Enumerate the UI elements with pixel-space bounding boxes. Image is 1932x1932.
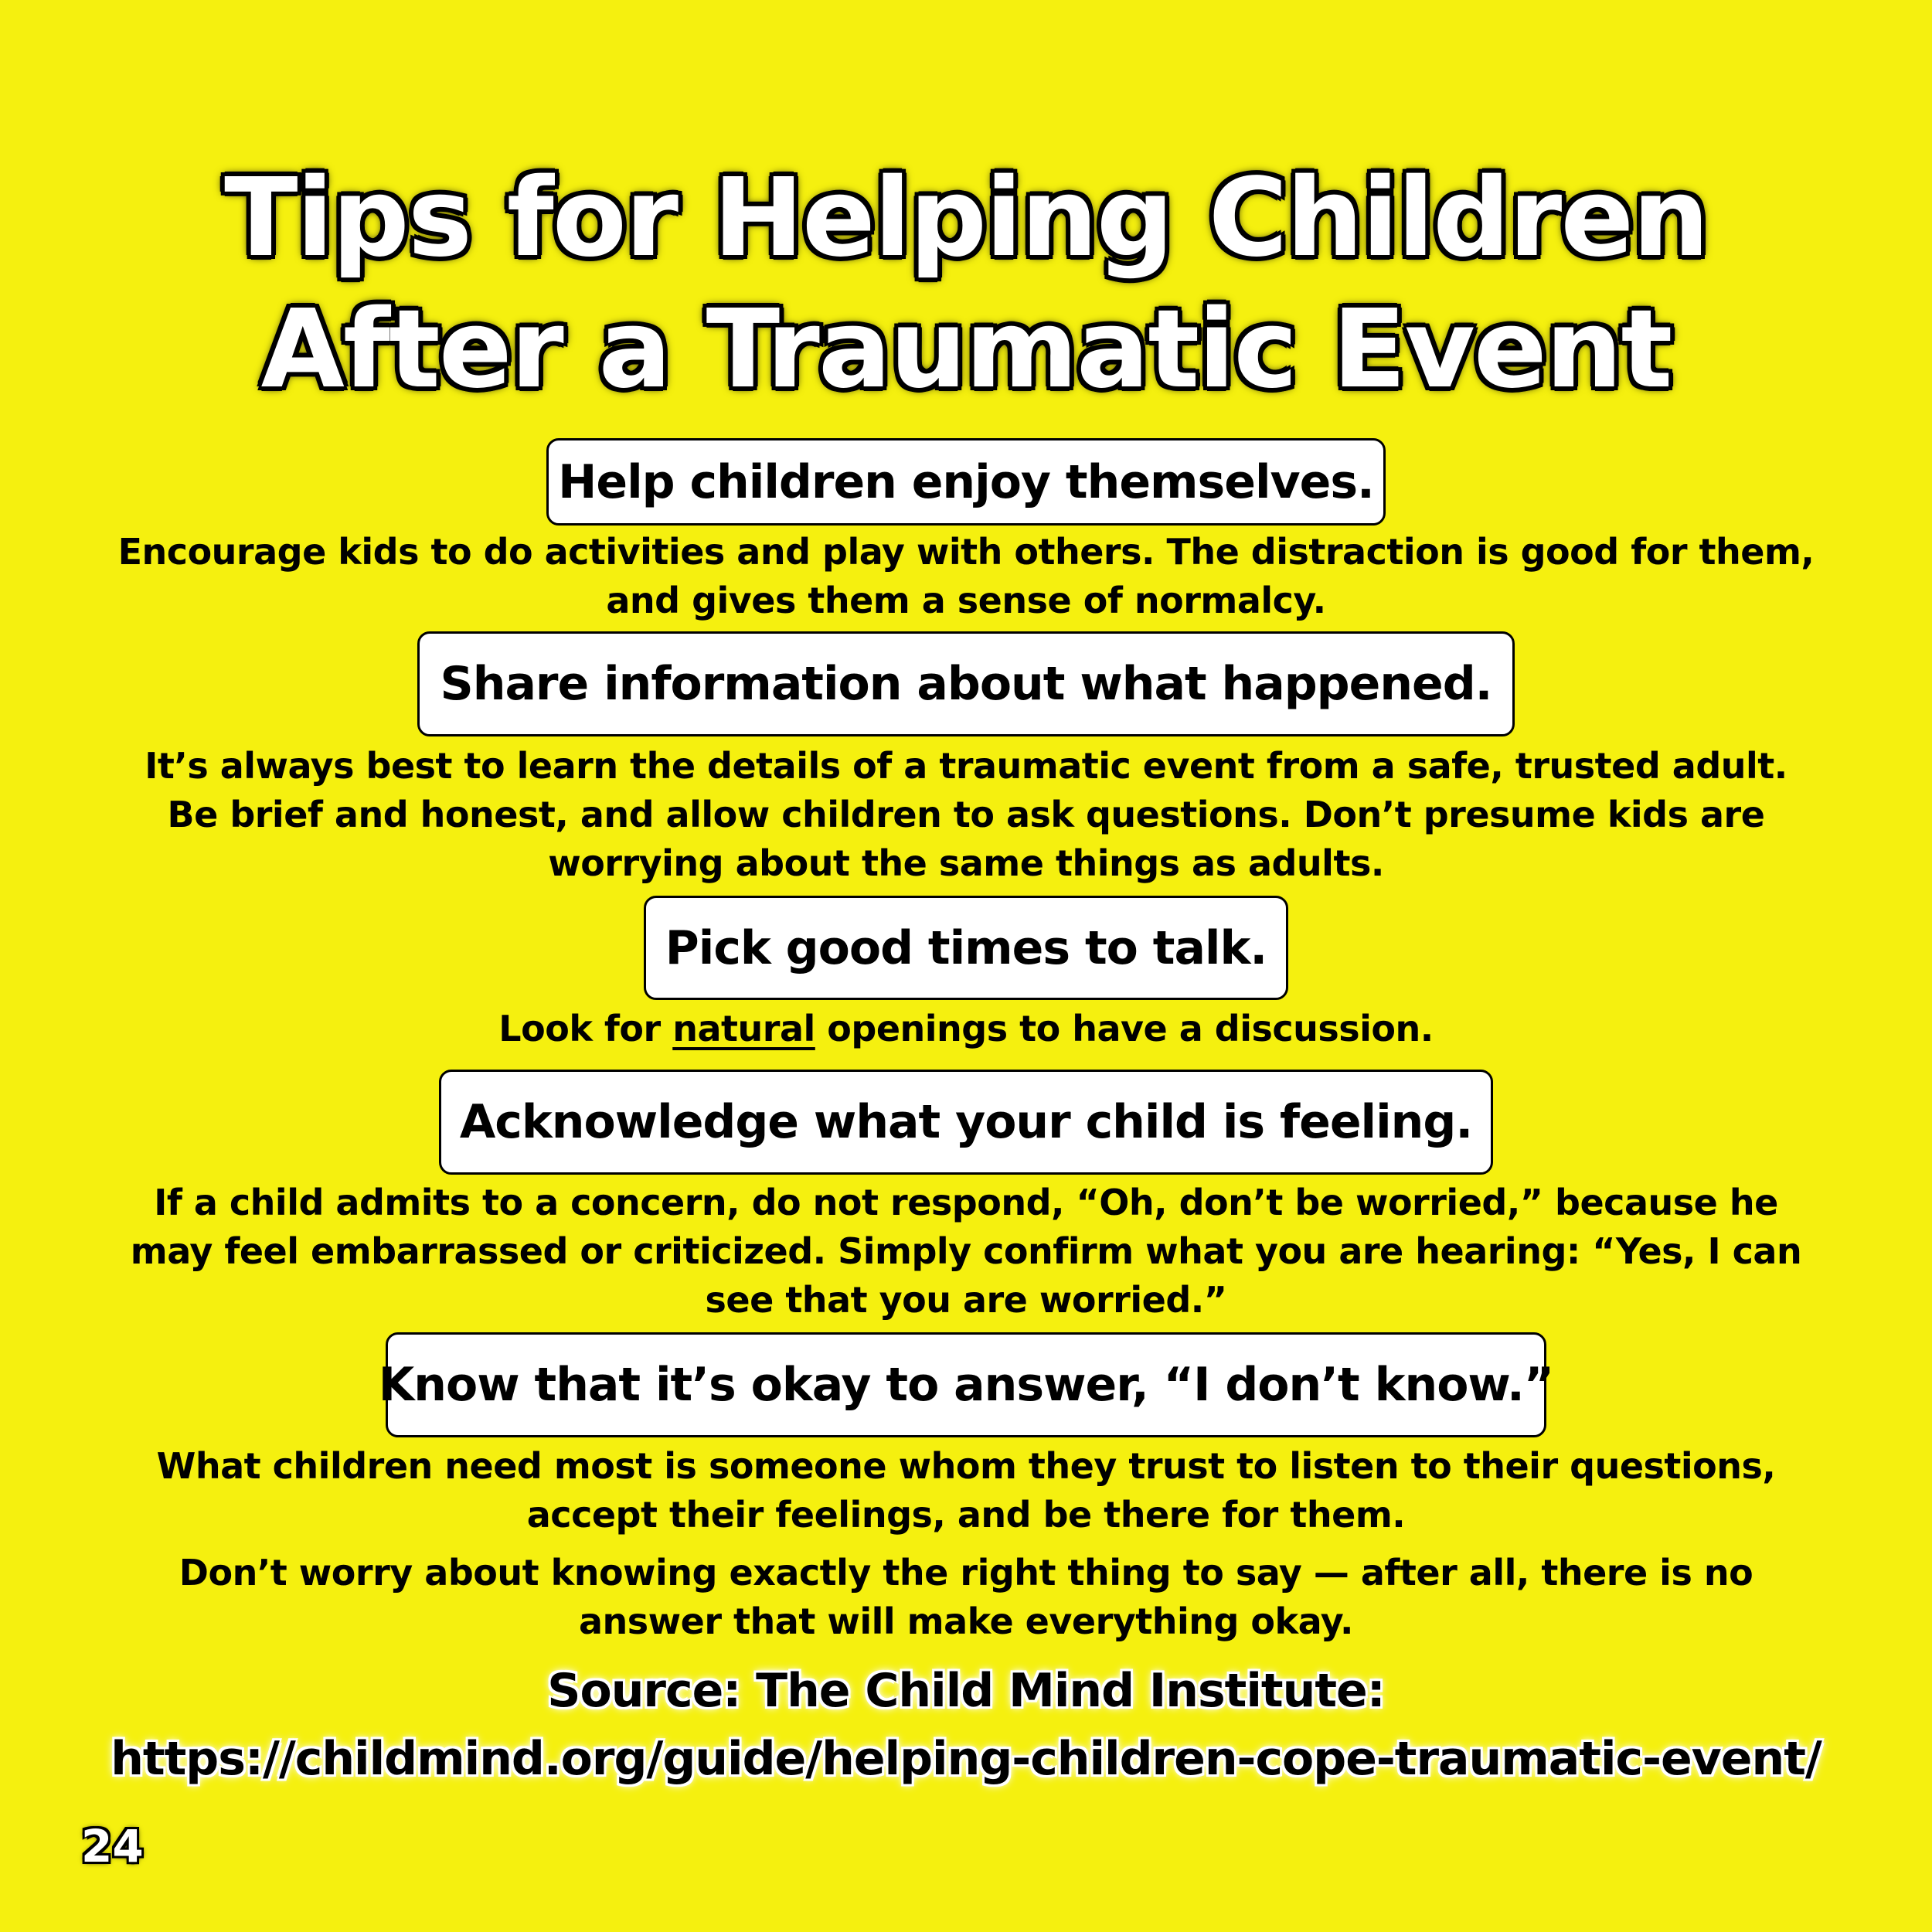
tip-body-good-times-after: openings to have a discussion.	[815, 1008, 1434, 1049]
tip-body-i-dont-know-extra: Don’t worry about knowing exactly the right thing to say — after all, there is no answer that will make everything okay.	[179, 1552, 1753, 1642]
tip-heading-share-information: Share information about what happened.	[417, 631, 1515, 736]
tip-body-enjoy: Encourage kids to do activities and play with others. The distraction is good for them, and gives them a sense of normalcy.	[117, 531, 1815, 621]
tip-heading-good-times: Pick good times to talk.	[644, 896, 1288, 1000]
source-url: https://childmind.org/guide/helping-children-cope-traumatic-event/	[111, 1732, 1821, 1786]
page-number: 24	[81, 1820, 144, 1872]
tip-body-i-dont-know: What children need most is someone whom they trust to listen to their questions, accept their feelings, and be there for them.	[156, 1445, 1776, 1536]
tip-body-good-times	[116, 1005, 1816, 1053]
page-title-line-1: Tips for Helping Children	[224, 155, 1708, 281]
tip-heading-enjoy: Help children enjoy themselves.	[546, 438, 1386, 526]
source-label: Source: The Child Mind Institute:	[547, 1664, 1385, 1718]
tip-heading-i-dont-know: Know that it’s okay to answer, “I don’t know.”	[386, 1332, 1546, 1437]
page-title-line-2: After a Traumatic Event	[260, 287, 1672, 413]
tip-body-acknowledge: If a child admits to a concern, do not respond, “Oh, don’t be worried,” because he may feel embarrassed or criticized. Simply confirm what you are hearing: “Yes, I can see that you are worried.”	[130, 1182, 1802, 1321]
tip-heading-acknowledge: Acknowledge what your child is feeling.	[439, 1070, 1493, 1175]
tip-body-share-information: It’s always best to learn the details of a traumatic event from a safe, trusted adult. Be brief and honest, and allow children to ask questions. Don’t presume kids are worrying about the same things as adults.	[145, 745, 1787, 884]
tip-body-good-times-emphasis: natural	[672, 1008, 815, 1049]
tip-body-good-times-before: Look for	[498, 1008, 673, 1049]
